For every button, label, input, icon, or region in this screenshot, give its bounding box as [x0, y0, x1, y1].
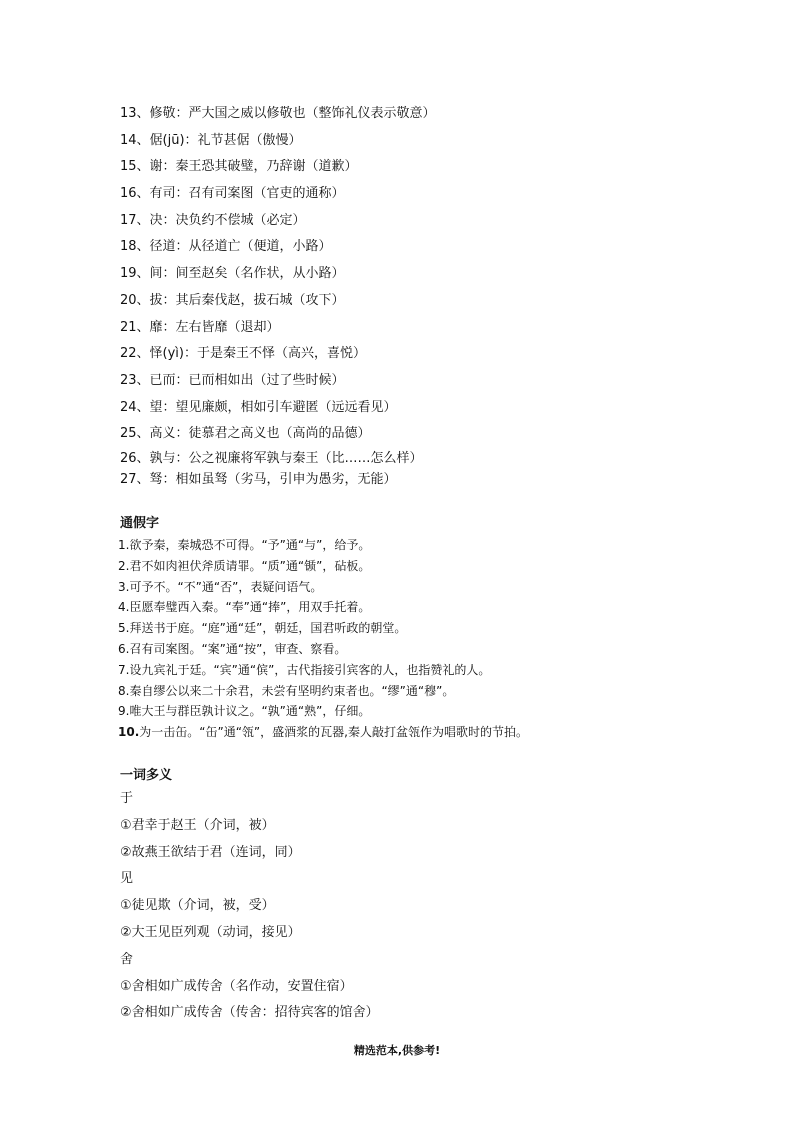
tongjia-text: 拜送书于庭。“庭”通“廷”，朝廷，国君听政的朝堂。 [129, 621, 407, 636]
tongjia-num: 5. [118, 621, 130, 636]
vocab-item: 22、怿(yì)：于是秦王不怿（高兴，喜悦） [120, 346, 366, 362]
tongjia-text: 召有司案图。“案”通“按”，审查、察看。 [129, 641, 347, 656]
tongjia-num: 1. [118, 538, 130, 552]
tongjia-text: 臣愿奉璧西入秦。“奉”通“捧”，用双手托着。 [129, 600, 371, 615]
tongjia-title: 通假字 [120, 516, 160, 531]
vocab-item: 19、间：间至赵矣（名作状，从小路） [120, 266, 345, 282]
yici-title: 一词多义 [120, 768, 173, 783]
tongjia-num: 9. [118, 704, 130, 719]
vocab-item: 25、高义：徒慕君之高义也（高尚的品德） [120, 426, 371, 442]
tongjia-item [118, 597, 738, 618]
tongjia-list [118, 535, 738, 743]
tongjia-text: 欲予秦，秦城恐不可得。“予”通“与”，给予。 [129, 538, 371, 552]
tongjia-text: 可予不。“不”通“否”，表疑问语气。 [129, 579, 323, 594]
tongjia-item [118, 639, 738, 660]
tongjia-item [118, 660, 738, 681]
vocab-list [120, 101, 720, 490]
yici-meaning: ②舍相如广成传舍（传舍：招待宾客的馆舍） [120, 1005, 379, 1021]
tongjia-text: 君不如肉袒伏斧质请罪。“质”通“锧”，砧板。 [129, 558, 371, 573]
yici-list [120, 786, 720, 1027]
vocab-item: 14、倨(jū)：礼节甚倨（傲慢） [120, 132, 302, 148]
tongjia-item [118, 681, 738, 702]
yici-meaning: ①君幸于赵王（介词，被） [120, 817, 275, 833]
tongjia-num: 4. [118, 600, 130, 615]
yici-meaning: ①舍相如广成传舍（名作动，安置住宿） [120, 978, 353, 994]
yici-word: 见 [120, 871, 134, 887]
vocab-item: 13、修敬：严大国之威以修敬也（整饰礼仪表示敬意） [120, 106, 436, 121]
tongjia-item [118, 535, 738, 556]
tongjia-num: 8. [118, 683, 130, 698]
tongjia-num: 6. [118, 641, 130, 656]
vocab-item: 15、谢：秦王恐其破璧，乃辞谢（道歉） [120, 159, 358, 175]
vocab-item: 23、已而：已而相如出（过了些时候） [120, 372, 345, 388]
tongjia-num: 10. [118, 725, 140, 740]
tongjia-item [118, 701, 738, 722]
page-footer: 精选范本,供参考! [353, 1044, 441, 1057]
tongjia-num: 7. [118, 662, 130, 677]
tongjia-text: 设九宾礼于廷。“宾”通“傧”，古代指接引宾客的人，也指赞礼的人。 [129, 662, 491, 677]
vocab-item: 17、决：决负约不偿城（必定） [120, 212, 306, 228]
vocab-item: 16、有司：召有司案图（官吏的通称） [120, 186, 345, 202]
tongjia-text: 唯大王与群臣孰计议之。“孰”通“熟”，仔细。 [129, 704, 371, 719]
vocab-item: 27、驽：相如虽驽（劣马，引申为愚劣，无能） [120, 471, 397, 487]
yici-meaning: ②故燕王欲结于君（连词，同） [120, 844, 301, 860]
tongjia-item [118, 722, 738, 743]
vocab-item: 20、拔：其后秦伐赵，拔石城（攻下） [120, 292, 345, 308]
yici-word: 舍 [120, 951, 134, 967]
tongjia-num: 2. [118, 558, 130, 573]
tongjia-text: 为一击缶。“缶”通“瓴”，盛酒浆的瓦器,秦人敲打盆瓴作为唱歌时的节拍。 [139, 725, 528, 740]
yici-meaning: ①徒见欺（介词，被，受） [120, 898, 275, 914]
yici-meaning: ②大王见臣列观（动词，接见） [120, 924, 301, 940]
tongjia-item [118, 618, 738, 639]
vocab-item: 24、望：望见廉颇，相如引车避匿（远远看见） [120, 399, 397, 415]
yici-word: 于 [120, 791, 134, 806]
tongjia-text: 秦自缪公以来二十余君，未尝有坚明约束者也。“缪”通“穆”。 [129, 683, 455, 698]
vocab-item: 21、靡：左右皆靡（退却） [120, 319, 280, 335]
tongjia-num: 3. [118, 579, 130, 594]
vocab-item: 26、孰与：公之视廉将军孰与秦王（比……怎么样） [120, 450, 423, 466]
tongjia-item [118, 577, 738, 598]
tongjia-item [118, 556, 738, 577]
vocab-item: 18、径道：从径道亡（便道，小路） [120, 239, 332, 255]
